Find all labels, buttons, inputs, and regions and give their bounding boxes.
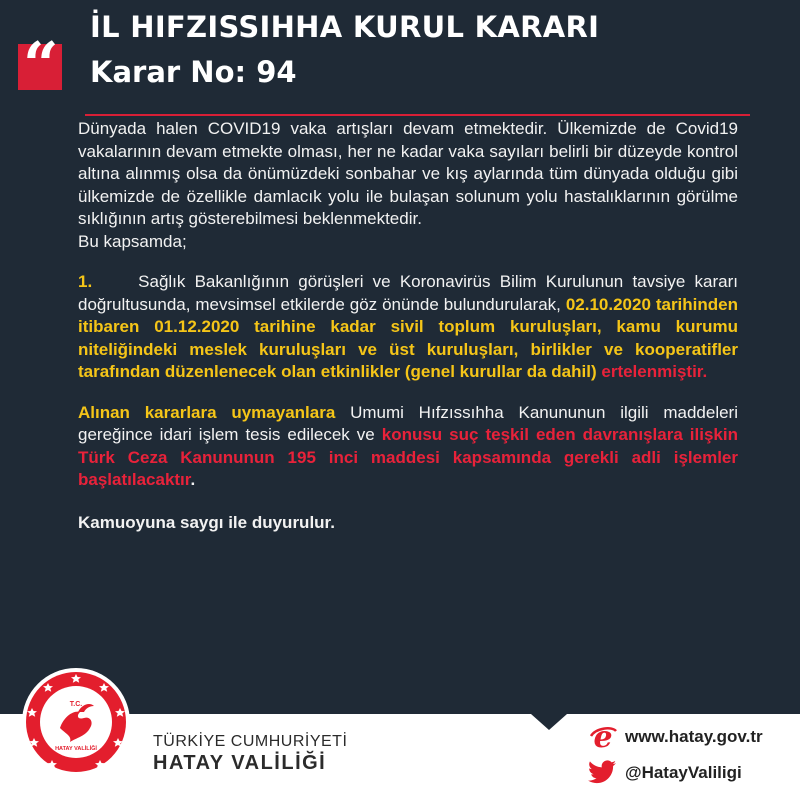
penalty-warning: konusu suç teşkil eden davranışlara ilişkin Türk Ceza Kanununun 195 inci maddesi kapsamında gerekli adli işlemler başlatılacaktır [78, 425, 738, 489]
twitter-bird-icon[interactable] [588, 760, 616, 784]
decision-item [78, 271, 738, 384]
penalty-text: Umumi Hıfzıssıhha Kanununun ilgili maddeleri gereğince idari işlem tesis edilecek ve [78, 402, 738, 444]
scope-line: Bu kapsamda; [78, 231, 187, 251]
quote-mark: “ [23, 28, 59, 101]
item-text: Sağlık Bakanlığının görüşleri ve Koronavirüs Bilim Kurulunun tavsiye kararı doğrultusunda, mevsimsel etkilerde göz önünde bulundurularak, [78, 272, 739, 314]
penalty-lead: Alınan kararlara uymayanlara [78, 402, 336, 422]
footer-notch [531, 714, 567, 730]
governorship-seal-icon [20, 666, 132, 778]
penalty-end: . [190, 470, 196, 489]
org-line-2: HATAY VALİLİĞİ [153, 752, 327, 774]
svg-text:e: e [593, 722, 613, 752]
announcement-body [78, 118, 738, 534]
closing-line: Kamuoyuna saygı ile duyurulur. [78, 512, 335, 532]
item-highlight: 02.10.2020 tarihinden itibaren 01.12.2020 tarihine kadar sivil toplum kuruluşları, kamu kurumu niteliğindeki meslek kuruluşları ve üst kuruluşları, birlikler ve kooperatifler tarafından düzenlenecek olan etkinlikler (genel kurullar da dahil) [78, 294, 738, 381]
item-result: ertelenmiştir. [601, 362, 708, 381]
twitter-handle-link[interactable]: @HatayValiligi [625, 763, 742, 782]
web-e-icon[interactable] [588, 722, 618, 752]
page-title: İL HIFZISSIHHA KURUL KARARI [90, 10, 600, 44]
decision-number: Karar No: 94 [90, 55, 297, 89]
org-line-1: TÜRKİYE CUMHURİYETİ [153, 733, 348, 750]
penalty-paragraph [78, 402, 738, 492]
item-number: 1. [78, 272, 93, 291]
intro-paragraph: Dünyada halen COVID19 vaka artışları devam etmektedir. Ülkemizde de Covid19 vakalarının devam etmekte olması, her ne kadar vaka sayıları belirli bir düzeyde kontrol altına alınmış olsa da önümüzdeki sonbahar ve kış aylarında tüm dünyada olduğu gibi ülkemizde de özellikle damlacık yolu ile bulaşan solunum yolu hastalıklarının görülme sıklığının artış gösterebilmesi beklenmektedir. [78, 119, 738, 228]
title-divider [85, 114, 750, 116]
website-link[interactable]: www.hatay.gov.tr [625, 727, 763, 746]
seal-text-bottom: HATAY VALİLİĞİ [55, 746, 97, 752]
quote-mark-badge [18, 28, 62, 101]
seal-text-top: T.C. [69, 701, 83, 708]
